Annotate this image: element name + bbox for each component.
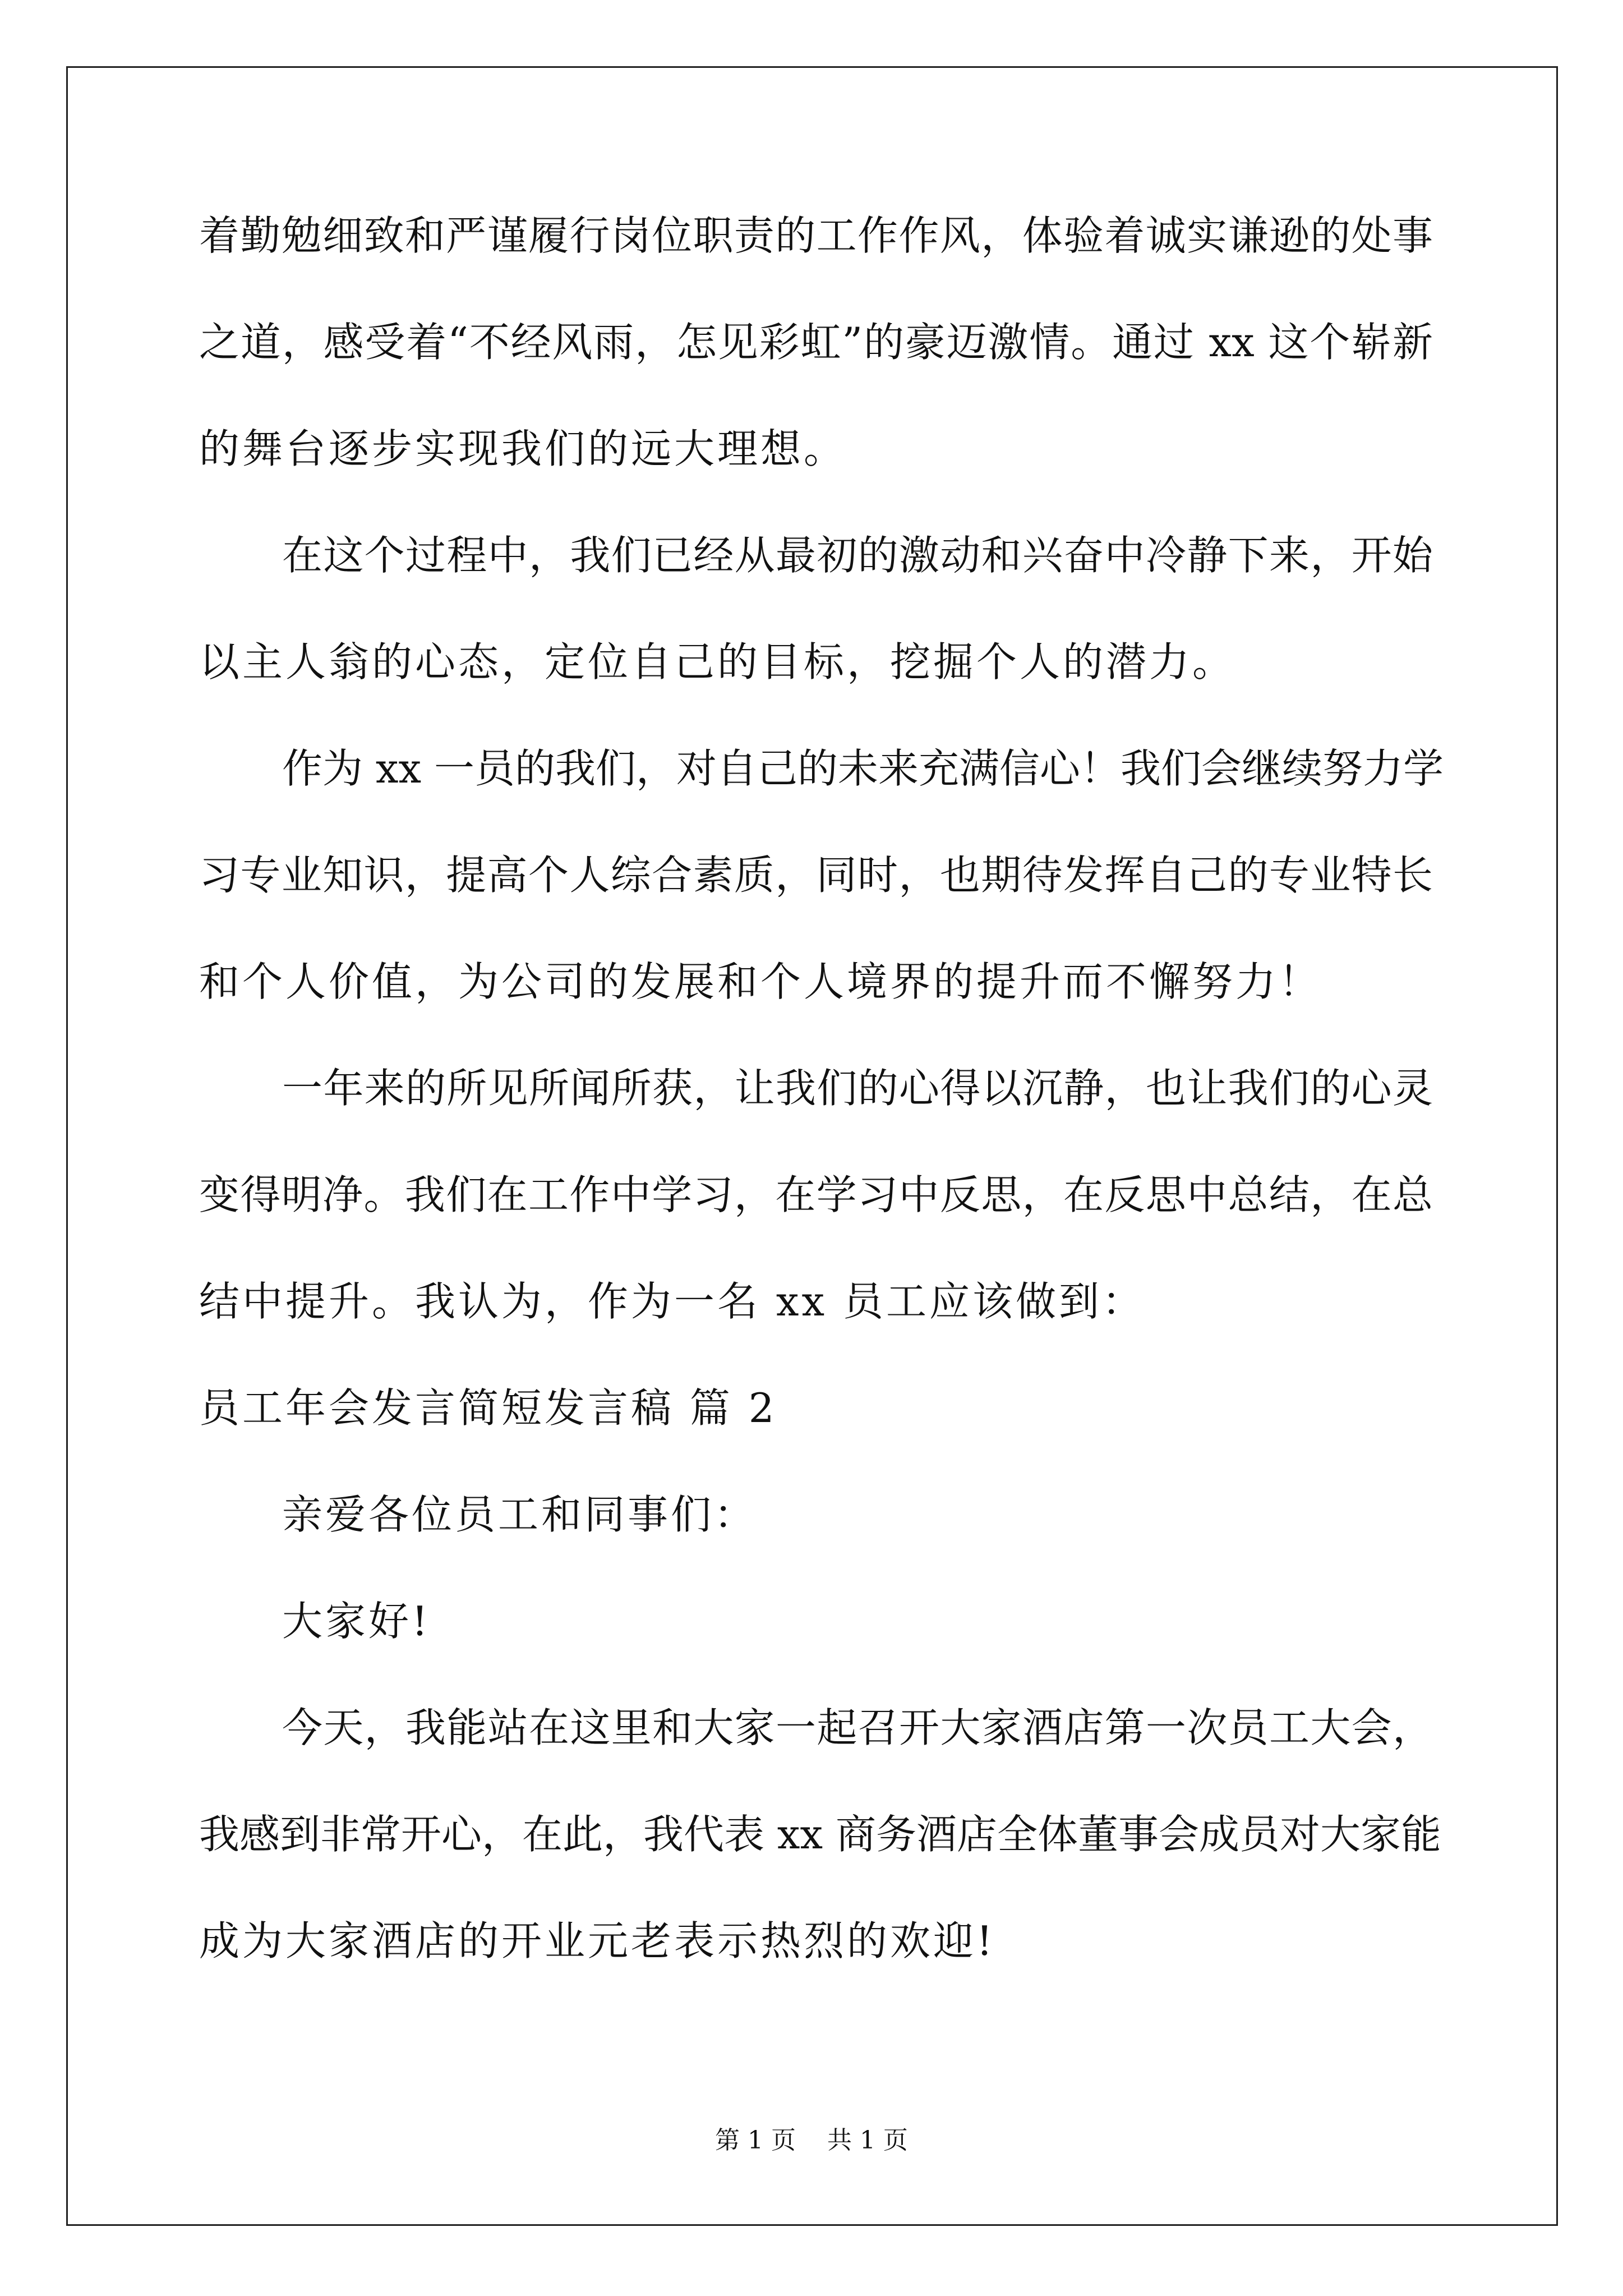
greeting: 大家好! (282, 1598, 431, 1645)
salutation: 亲爱各位员工和同事们： (282, 1491, 758, 1538)
body-line: 我感到非常开心，在此，我代表 xx 商务酒店全体董事会成员对大家能 (199, 1811, 1441, 1858)
body-line: 着勤勉细致和严谨履行岗位职责的工作作风，体验着诚实谦逊的处事 (199, 212, 1433, 259)
body-line: 作为 xx 一员的我们，对自己的未来充满信心！我们会继续努力学 (282, 745, 1444, 792)
body-line: 变得明净。我们在工作中学习，在学习中反思，在反思中总结，在总 (199, 1171, 1433, 1218)
body-line: 习专业知识，提高个人综合素质，同时，也期待发挥自己的专业特长 (199, 852, 1433, 899)
page-border (66, 66, 1558, 2226)
body-line: 以主人翁的心态，定位自己的目标，挖掘个人的潜力。 (199, 638, 1236, 685)
body-line: 一年来的所见所闻所获，让我们的心得以沉静，也让我们的心灵 (282, 1065, 1433, 1112)
body-line: 在这个过程中，我们已经从最初的激动和兴奋中冷静下来，开始 (282, 532, 1433, 579)
body-line: 结中提升。我认为，作为一名 xx 员工应该做到： (199, 1278, 1145, 1325)
body-line: 今天，我能站在这里和大家一起召开大家酒店第一次员工大会， (282, 1704, 1433, 1751)
body-line: 成为大家酒店的开业元老表示热烈的欢迎! (199, 1917, 995, 1964)
body-line: 的舞台逐步实现我们的远大理想。 (199, 425, 847, 472)
section-heading: 员工年会发言简短发言稿 篇 2 (199, 1384, 777, 1432)
body-line: 之道，感受着“不经风雨，怎见彩虹”的豪迈激情。通过 xx 这个崭新 (199, 319, 1433, 366)
body-line: 和个人价值，为公司的发展和个人境界的提升而不懈努力！ (199, 958, 1322, 1005)
page-number-footer: 第 1 页 共 1 页 (715, 2126, 908, 2155)
